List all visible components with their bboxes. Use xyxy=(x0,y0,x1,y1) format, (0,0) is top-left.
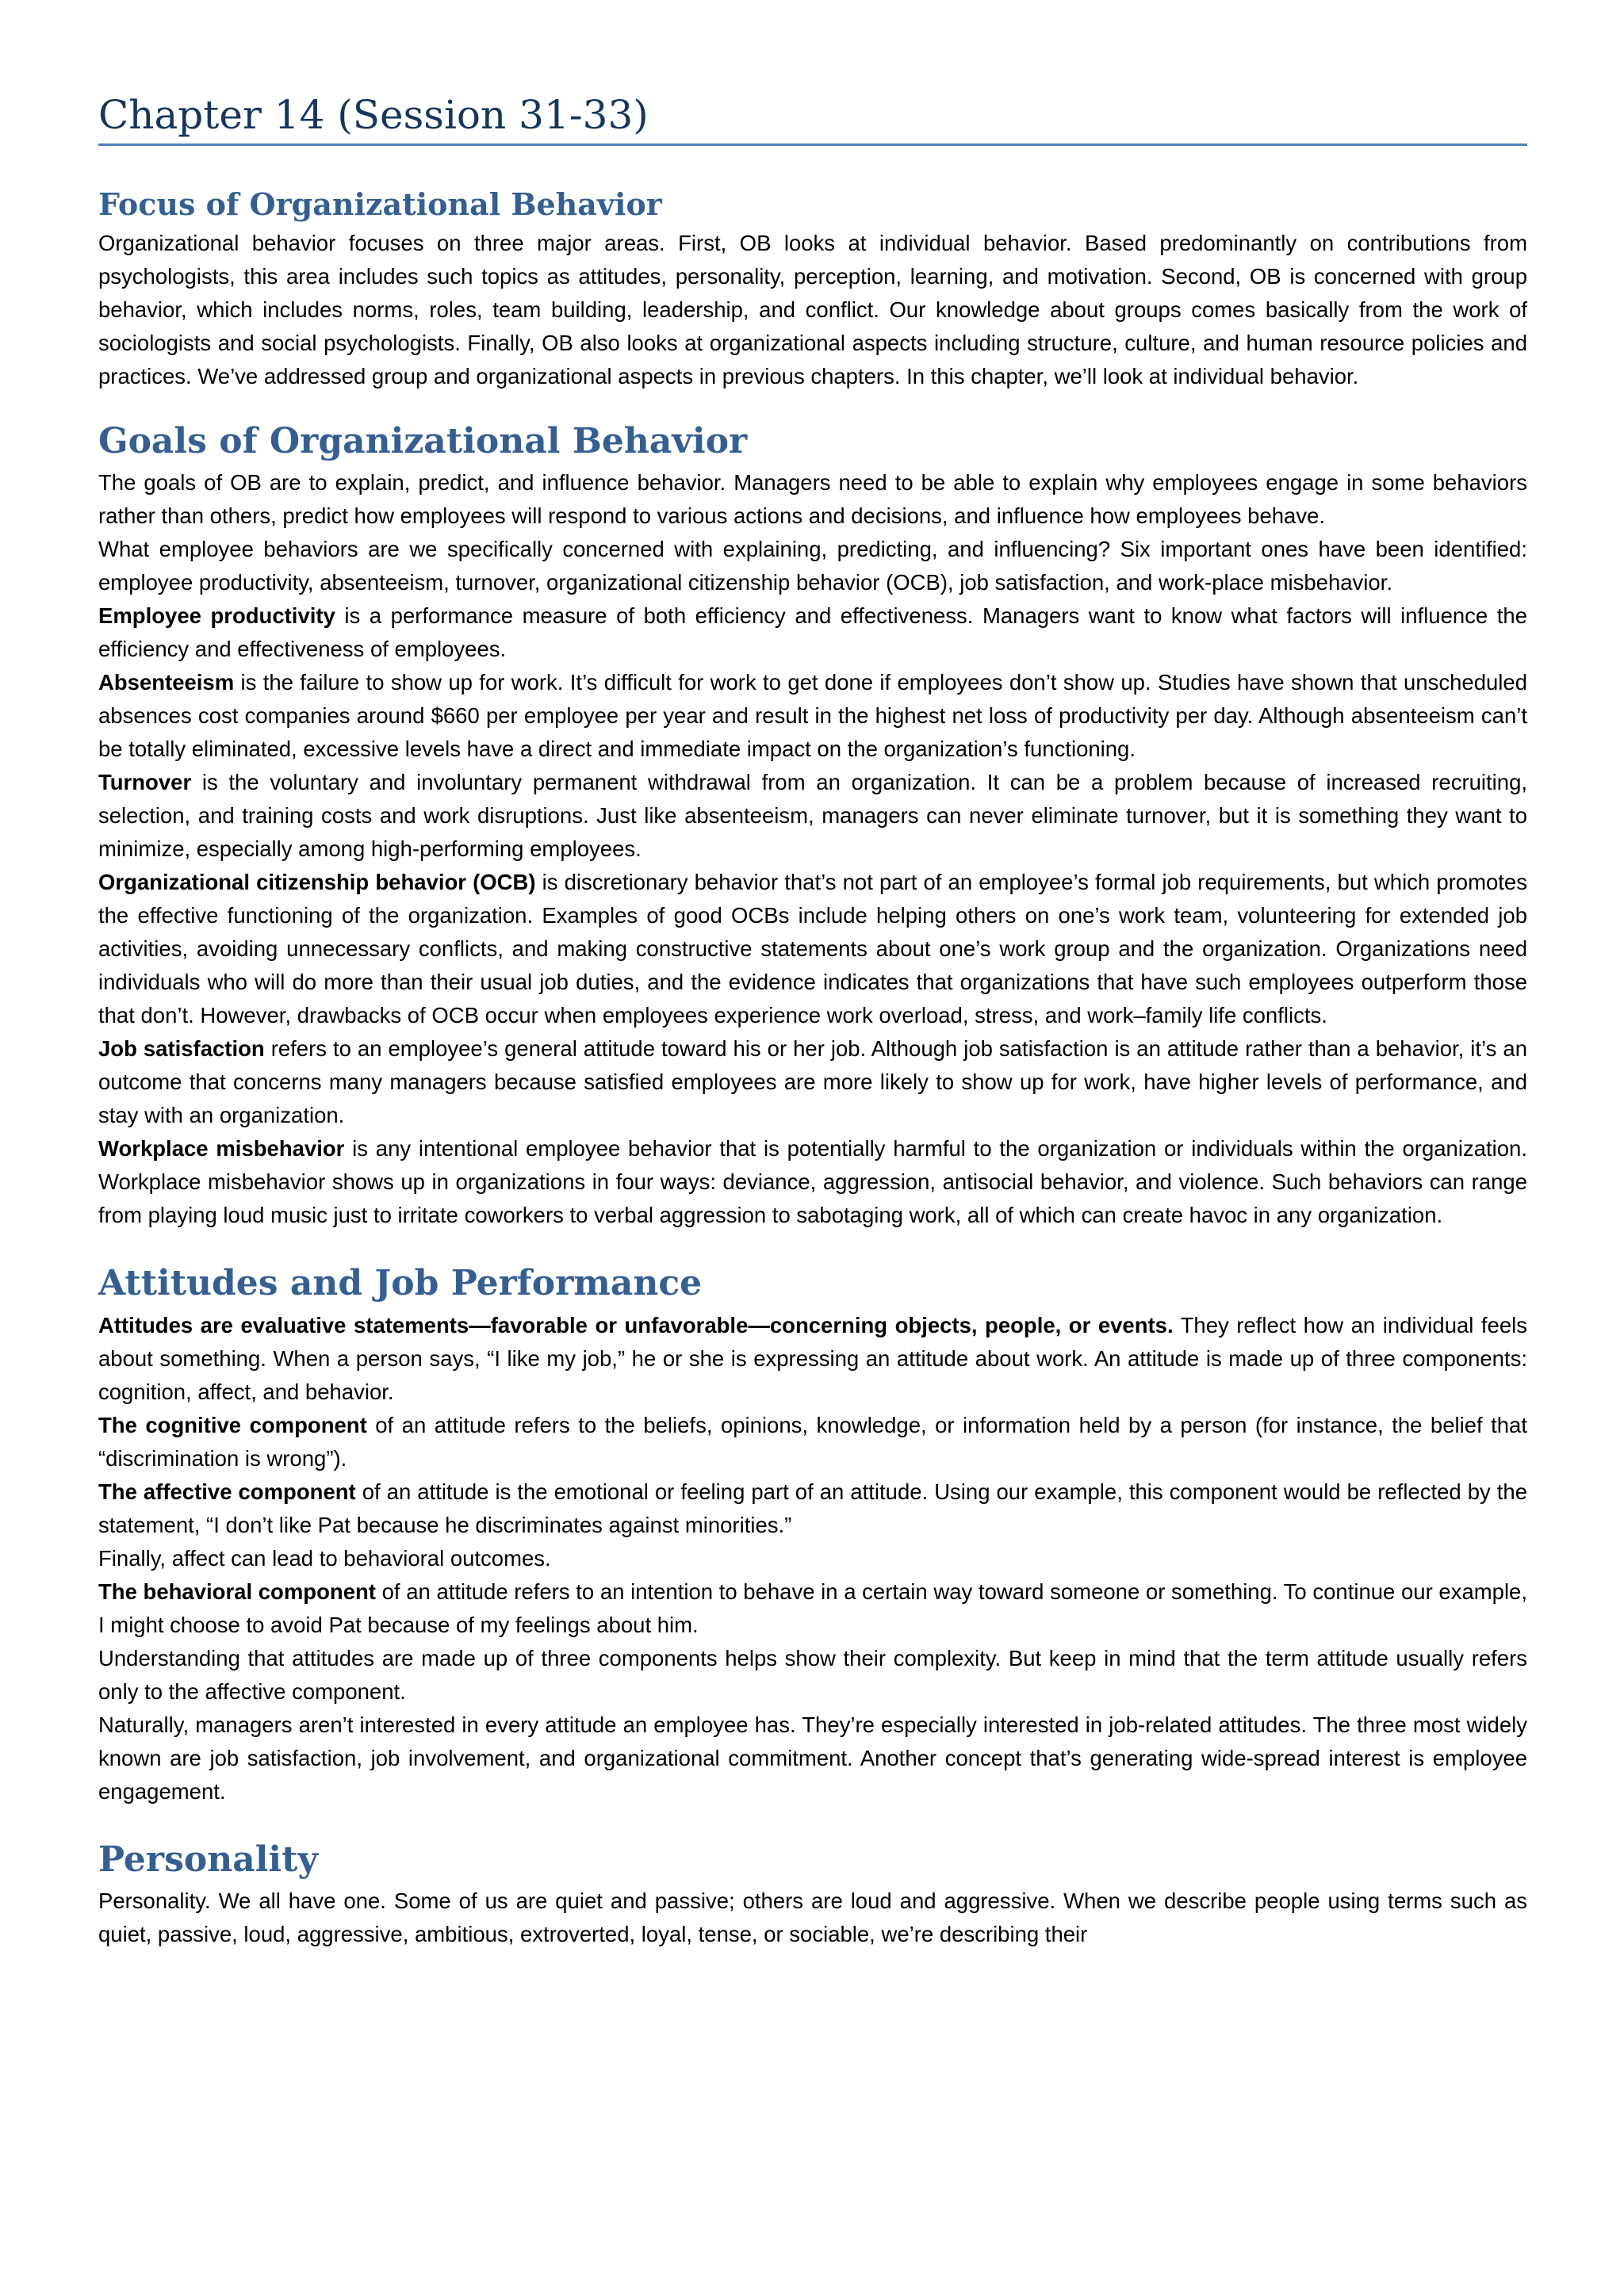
paragraph-text: of an attitude is the emotional or feeling part of an attitude. Using our example, this component would be reflected by the statement, “I don’t like Pat because he discriminates against minorities.” xyxy=(98,1479,1527,1537)
bold-term: The cognitive component xyxy=(98,1412,367,1437)
bold-term: The affective component xyxy=(98,1479,356,1504)
paragraph-text: is any intentional employee behavior that is potentially harmful to the organization or individuals within the organization. Workplace misbehavior shows up in organizations in four ways: deviance, aggression, antisocial behavior, and violence. Such behaviors can range from playing loud music just to irritate coworkers to verbal aggression to sabotaging work, all of which can create havoc in any organization. xyxy=(98,1136,1527,1228)
paragraph xyxy=(98,766,1527,866)
section-attitudes xyxy=(98,1264,1527,1808)
paragraph-text: is discretionary behavior that’s not part of an employee’s formal job requirements, but which promotes the effective functioning of the organization. Examples of good OCBs include helping others on one’s work team, volunteering for extended job activities, avoiding unnecessary conflicts, and making constructive statements about one’s work group and the organization. Organizations need individuals who will do more than their usual job duties, and the evidence indicates that organizations that have such employees outperform those that don’t. However, drawbacks of OCB occur when employees experience work overload, stress, and work–family life conflicts. xyxy=(98,870,1527,1028)
section-goals xyxy=(98,422,1527,1233)
paragraph xyxy=(98,866,1527,1032)
chapter-title: Chapter 14 (Session 31-33) xyxy=(98,94,1527,146)
bold-term: Workplace misbehavior xyxy=(98,1136,345,1161)
section-heading-focus: Focus of Organizational Behavior xyxy=(98,186,662,222)
paragraph xyxy=(98,1542,1527,1575)
paragraph xyxy=(98,227,1527,393)
paragraph-text: Organizational behavior focuses on three major areas. First, OB looks at individual behavior. Based predominantly on contributions from psychologists, this area includes such topics as attitudes, personality, perception, learning, and motivation. Second, OB is concerned with group behavior, which includes norms, roles, team building, leadership, and conflict. Our knowledge about groups comes basically from the work of sociologists and social psychologists. Finally, OB also looks at organizational aspects including structure, culture, and human resource policies and practices. We’ve addressed group and organizational aspects in previous chapters. In this chapter, we’ll look at individual behavior. xyxy=(98,230,1527,388)
paragraph-text: of an attitude refers to an intention to behave in a certain way toward someone or something. To continue our example, I might choose to avoid Pat because of my feelings about him. xyxy=(98,1578,1527,1637)
section-body-personality xyxy=(98,1885,1527,1951)
paragraph xyxy=(98,1409,1527,1475)
paragraph xyxy=(98,1309,1527,1409)
section-focus xyxy=(98,187,1527,393)
paragraph-text: is a performance measure of both efficiency and effectiveness. Managers want to know what factors will influence the efficiency and effectiveness of employees. xyxy=(98,603,1527,662)
paragraph xyxy=(98,599,1527,666)
paragraph-text: They reflect how an individual feels about something. When a person says, “I like my job,” he or she is expressing an attitude about work. An attitude is made up of three components: cognition, affect, and behavior. xyxy=(98,1312,1527,1404)
paragraph-text: What employee behaviors are we specifically concerned with explaining, predicting, and influencing? Six important ones have been identified: employee productivity, absenteeism, turnover, organizational citizenship behavior (OCB), job satisfaction, and work-place misbehavior. xyxy=(98,537,1527,595)
paragraph-text: is the voluntary and involuntary permanent withdrawal from an organization. It can be a problem because of increased recruiting, selection, and training costs and work disruptions. Just like absenteeism, managers can never eliminate turnover, but it is something they want to minimize, especially among high-performing employees. xyxy=(98,770,1527,862)
section-heading-personality: Personality xyxy=(98,1839,319,1880)
section-heading-goals: Goals of Organizational Behavior xyxy=(98,420,748,461)
bold-term: Attitudes are evaluative statements—favorable or unfavorable—concerning objects, people, or events. xyxy=(98,1312,1174,1337)
paragraph xyxy=(98,466,1527,533)
paragraph-text: Naturally, managers aren’t interested in every attitude an employee has. They’re especially interested in job-related attitudes. The three most widely known are job satisfaction, job involvement, and organizational commitment. Another concept that’s generating wide-spread interest is employee engagement. xyxy=(98,1712,1527,1804)
bold-term: The behavioral component xyxy=(98,1578,376,1604)
bold-term: Employee productivity xyxy=(98,603,335,629)
paragraph-text: Understanding that attitudes are made up of three components helps show their complexity. But keep in mind that the term attitude usually refers only to the affective component. xyxy=(98,1645,1527,1704)
paragraph xyxy=(98,1475,1527,1542)
paragraph xyxy=(98,1709,1527,1808)
section-body-focus xyxy=(98,227,1527,393)
paragraph xyxy=(98,1575,1527,1642)
paragraph xyxy=(98,666,1527,766)
paragraph-text: The goals of OB are to explain, predict, and influence behavior. Managers need to be able to explain why employees engage in some behaviors rather than others, predict how employees will respond to various actions and decisions, and influence how employees behave. xyxy=(98,470,1527,529)
paragraph-text: of an attitude refers to the beliefs, opinions, knowledge, or information held by a person (for instance, the belief that “discrimination is wrong”). xyxy=(98,1412,1527,1471)
bold-term: Turnover xyxy=(98,770,192,795)
paragraph xyxy=(98,1885,1527,1951)
paragraph-text: Personality. We all have one. Some of us are quiet and passive; others are loud and aggressive. When we describe people using terms such as quiet, passive, loud, aggressive, ambitious, extroverted, loyal, tense, or sociable, we’re describing their xyxy=(98,1888,1527,1947)
paragraph xyxy=(98,1132,1527,1232)
paragraph xyxy=(98,1032,1527,1132)
bold-term: Job satisfaction xyxy=(98,1036,265,1062)
bold-term: Organizational citizenship behavior (OCB) xyxy=(98,870,536,895)
paragraph-text: refers to an employee’s general attitude toward his or her job. Although job satisfaction is an attitude rather than a behavior, it’s an outcome that concerns many managers because satisfied employees are more likely to show up for work, have higher levels of performance, and stay with an organization. xyxy=(98,1036,1527,1128)
bold-term: Absenteeism xyxy=(98,670,235,695)
paragraph-text: Finally, affect can lead to behavioral outcomes. xyxy=(98,1545,551,1571)
section-personality xyxy=(98,1840,1527,1952)
paragraph-text: is the failure to show up for work. It’s difficult for work to get done if employees don’t show up. Studies have shown that unscheduled absences cost companies around $660 per employee per year and result in the highest net loss of productivity per day. Although absenteeism can’t be totally eliminated, excessive levels have a direct and immediate impact on the organization’s functioning. xyxy=(98,670,1527,762)
section-heading-attitudes: Attitudes and Job Performance xyxy=(98,1263,703,1304)
paragraph xyxy=(98,1642,1527,1709)
section-body-goals xyxy=(98,466,1527,1232)
paragraph xyxy=(98,533,1527,599)
section-body-attitudes xyxy=(98,1309,1527,1808)
